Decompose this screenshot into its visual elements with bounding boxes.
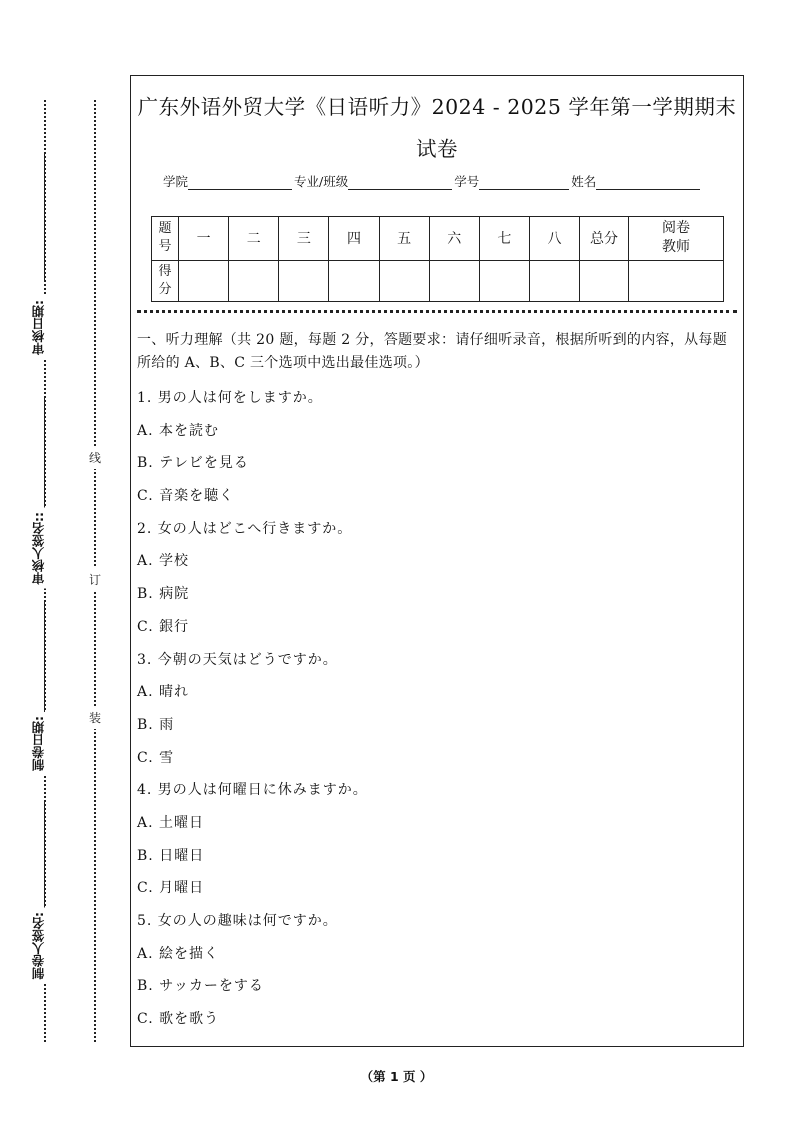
dotted-separator <box>137 310 737 313</box>
option-a: A. 土曜日 <box>137 814 205 831</box>
col-header-8: 八 <box>529 217 579 261</box>
question-stem: 1. 男の人は何をしますか。 <box>137 390 323 406</box>
option-a: A. 晴れ <box>137 684 190 701</box>
compiler-signature-line <box>44 800 45 910</box>
question-number-header: 题 号 <box>152 217 179 261</box>
binding-mark-line: 线 <box>86 446 104 469</box>
score-cell-grader[interactable] <box>629 260 724 301</box>
score-cell-5[interactable] <box>379 260 429 301</box>
section-1-instructions: 一、听力理解（共 20 题，每题 2 分，答题要求：请仔细听录音，根据所听到的内容，从每题所给的 A、B、C 三个选项中选出最佳选项。） <box>137 332 728 371</box>
col-header-grader: 阅卷 教师 <box>629 217 724 261</box>
binding-mark-bind: 装 <box>86 706 104 729</box>
option-a: A. 絵を描く <box>137 945 220 962</box>
exam-title: 广东外语外贸大学《日语听力》2024 - 2025 学年第一学期期末试卷 <box>137 95 737 161</box>
binding-column <box>80 100 110 1042</box>
question-list <box>137 388 735 1042</box>
compile-date-line <box>44 602 45 714</box>
student-id-blank[interactable] <box>479 175 569 190</box>
col-header-2: 二 <box>229 217 279 261</box>
exam-content-box <box>130 75 744 1047</box>
option-b: B. テレビを見る <box>137 455 249 472</box>
option-b: B. 雨 <box>137 716 175 733</box>
option-c: C. 音楽を聴く <box>137 488 235 505</box>
compile-date-label: 制卷日期: <box>30 712 60 775</box>
signature-column <box>30 100 60 1042</box>
score-cell-2[interactable] <box>229 260 279 301</box>
option-c: C. 銀行 <box>137 618 190 635</box>
question-stem: 3. 今朝の天気はどうですか。 <box>137 651 338 668</box>
college-blank[interactable] <box>188 175 292 190</box>
col-header-total: 总分 <box>580 217 629 261</box>
col-header-7: 七 <box>479 217 529 261</box>
question-stem: 5. 女の人の趣味は何ですか。 <box>137 913 338 929</box>
college-label: 学院 <box>163 174 189 189</box>
option-b: B. 日曜日 <box>137 847 205 864</box>
option-c: C. 月曜日 <box>137 880 205 897</box>
compiler-signature-label: 制卷人签名: <box>30 908 60 984</box>
score-row-header: 得 分 <box>152 260 179 301</box>
name-label: 姓名 <box>571 174 597 189</box>
score-cell-7[interactable] <box>479 260 529 301</box>
col-header-1: 一 <box>179 217 229 261</box>
option-c: C. 歌を歌う <box>137 1011 220 1028</box>
page-number: （第 1 页 ） <box>360 1069 433 1084</box>
option-c: C. 雪 <box>137 749 175 766</box>
review-date-line <box>44 152 45 282</box>
name-blank[interactable] <box>596 175 700 190</box>
student-info-fields <box>163 172 723 190</box>
option-b: B. 病院 <box>137 586 190 603</box>
col-header-3: 三 <box>279 217 329 261</box>
score-table <box>151 216 724 302</box>
major-class-label: 专业/班级 <box>294 174 349 189</box>
student-id-label: 学号 <box>454 174 480 189</box>
question-stem: 4. 男の人は何曜日に休みますか。 <box>137 782 368 799</box>
option-a: A. 本を読む <box>137 422 220 439</box>
reviewer-signature-label: 审核人签名:: <box>30 508 60 589</box>
score-cell-1[interactable] <box>179 260 229 301</box>
reviewer-signature-line <box>44 396 45 508</box>
score-cell-8[interactable] <box>529 260 579 301</box>
score-cell-total[interactable] <box>580 260 629 301</box>
col-header-4: 四 <box>329 217 379 261</box>
col-header-6: 六 <box>429 217 479 261</box>
score-cell-4[interactable] <box>329 260 379 301</box>
question-stem: 2. 女の人はどこへ行きますか。 <box>137 520 353 537</box>
option-b: B. サッカーをする <box>137 978 264 995</box>
score-table-header-row <box>152 217 724 261</box>
review-date-label: 审核日期: <box>30 296 60 359</box>
score-table-score-row <box>152 260 724 301</box>
col-header-5: 五 <box>379 217 429 261</box>
option-a: A. 学校 <box>137 553 190 570</box>
binding-mark-order: 订 <box>86 568 104 591</box>
score-cell-3[interactable] <box>279 260 329 301</box>
major-class-blank[interactable] <box>348 175 452 190</box>
score-cell-6[interactable] <box>429 260 479 301</box>
